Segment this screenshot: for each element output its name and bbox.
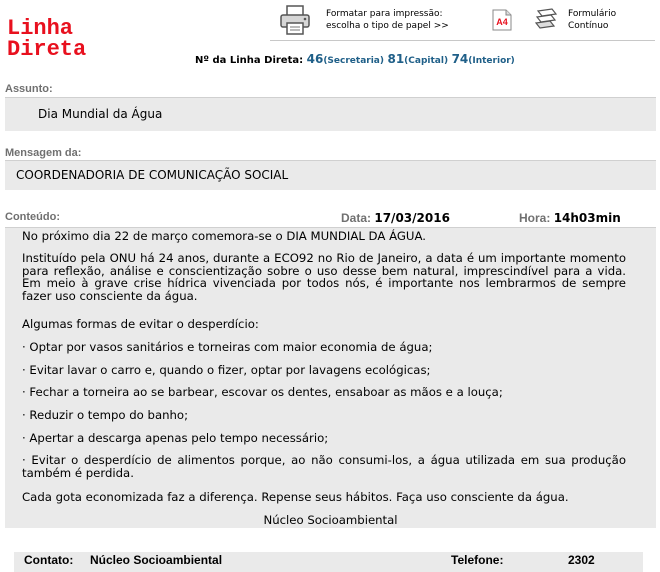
date-label: Data: (341, 211, 372, 225)
date-field (341, 211, 450, 225)
print-label-line-2: escolha o tipo de papel >> (326, 21, 449, 31)
print-format-link[interactable] (326, 8, 449, 32)
printer-icon[interactable] (279, 4, 311, 36)
message-content (5, 227, 656, 528)
assunto-value: Dia Mundial da Água (38, 107, 163, 121)
paragraph-formas: Algumas formas de evitar o desperdício: (22, 317, 259, 331)
mensagem-box (5, 160, 656, 190)
contact-footer (14, 552, 643, 572)
number-interior-label: (Interior) (468, 56, 515, 66)
a4-label: A4 (496, 17, 508, 27)
continuous-form-link[interactable] (568, 8, 616, 32)
list-item: · Apertar a descarga apenas pelo tempo necessário; (22, 431, 329, 445)
paragraph-onu: Instituído pela ONU há 24 anos, durante a ECO92 no Rio de Janeiro, a data é um importante momento para reflexão, análise e conscientização sobre o uso desse bem natural, imprescindível para a vida. Em meio à grave crise hídrica vivenciada por todos nós, é importante nos lembrarmos de sempre fazer uso consciente da água. (22, 251, 626, 303)
form-label-line-1: Formulário (568, 9, 617, 19)
contato-value: Núcleo Socioambiental (90, 553, 223, 567)
number-capital-label: (Capital) (404, 56, 449, 66)
time-label: Hora: (519, 211, 551, 225)
a4-paper-button[interactable] (492, 9, 512, 31)
list-item: · Reduzir o tempo do banho; (22, 408, 189, 422)
telefone-label: Telefone: (451, 553, 504, 567)
continuous-form-icon[interactable] (534, 8, 560, 32)
mensagem-label: Mensagem da: (5, 147, 82, 159)
time-field (519, 211, 621, 225)
number-interior: 74 (451, 52, 469, 66)
number-capital: 81 (387, 52, 405, 66)
list-item: · Evitar lavar o carro e, quando o fizer, optar por lavagens ecológicas; (22, 363, 431, 377)
linha-direta-logo (7, 18, 86, 60)
date-value: 17/03/2016 (374, 211, 450, 225)
assunto-box (5, 97, 656, 131)
number-secretaria-label: (Secretaria) (323, 56, 384, 66)
list-item: · Optar por vasos sanitários e torneiras com maior economia de água; (22, 340, 433, 354)
form-label-line-2: Contínuo (568, 21, 609, 31)
contato-label: Contato: (24, 553, 74, 567)
logo-line-2: Direta (7, 37, 87, 62)
assunto-label: Assunto: (5, 83, 53, 95)
print-label-line-1: Formatar para impressão: (326, 9, 443, 19)
mensagem-value: COORDENADORIA DE COMUNICAÇÃO SOCIAL (16, 168, 289, 182)
logo-line-1: Linha (7, 16, 74, 41)
linha-direta-numbers (195, 52, 515, 66)
signature: Núcleo Socioambiental (263, 513, 398, 527)
paragraph-closing: Cada gota economizada faz a diferença. Repense seus hábitos. Faça uso consciente da água. (22, 490, 569, 504)
time-value: 14h03min (553, 211, 621, 225)
numbers-label: Nº da Linha Direta: (195, 55, 304, 66)
number-secretaria: 46 (306, 52, 324, 66)
conteudo-label: Conteúdo: (5, 211, 60, 223)
list-item: · Evitar o desperdício de alimentos porque, ao não consumi-los, a água utilizada em sua produção também é perdida. (22, 453, 626, 480)
header-divider (270, 40, 655, 41)
telefone-value: 2302 (568, 553, 595, 567)
list-item: · Fechar a torneira ao se barbear, escovar os dentes, ensaboar as mãos e a louça; (22, 385, 503, 399)
paragraph-intro: No próximo dia 22 de março comemora-se o DIA MUNDIAL DA ÁGUA. (22, 229, 426, 243)
